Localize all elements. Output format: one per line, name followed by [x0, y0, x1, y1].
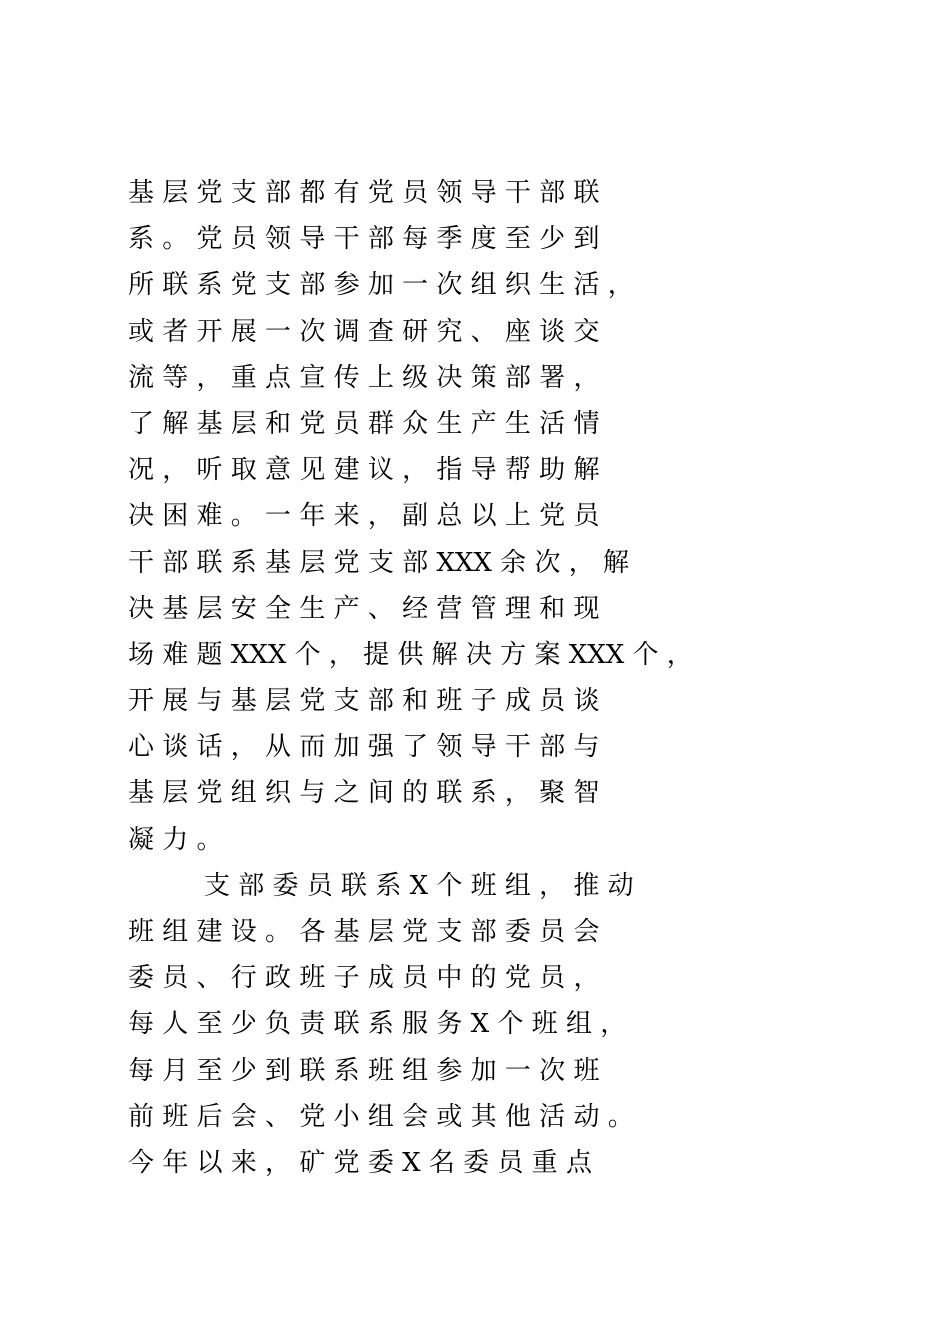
text-line: 心 谈 话 ， 从 而 加 强 了 领 导 干 部 与 [128, 732, 600, 763]
text-line: 开 展 与 基 层 党 支 部 和 班 子 成 员 谈 [128, 686, 600, 717]
paragraph-2 [128, 863, 848, 1186]
text-line: 了 解 基 层 和 党 员 群 众 生 产 生 活 情 [128, 408, 600, 439]
text-line: 凝 力 。 [128, 824, 223, 855]
text-line: 委 员 、 行 政 班 子 成 员 中 的 党 员 ， [128, 963, 600, 994]
text-line: 系 。 党 员 领 导 干 部 每 季 度 至 少 到 [128, 224, 600, 255]
paragraph-1 [128, 170, 848, 863]
text-line: 或 者 开 展 一 次 调 查 研 究 、 座 谈 交 [128, 316, 600, 347]
text-line: 况 ， 听 取 意 见 建 议 ， 指 导 帮 助 解 [128, 455, 600, 486]
text-line: 前 班 后 会 、 党 小 组 会 或 其 他 活 动 。 [128, 1101, 634, 1132]
text-line: 每 人 至 少 负 责 联 系 服 务 X 个 班 组 ， [128, 1009, 627, 1040]
text-line: 场 难 题 XXX 个 ， 提 供 解 决 方 案 XXX 个 ， [128, 639, 693, 670]
text-line: 流 等 ， 重 点 宣 传 上 级 决 策 部 署 ， [128, 362, 600, 393]
text-line: 干 部 联 系 基 层 党 支 部 XXX 余 次 ， 解 [128, 547, 629, 578]
text-line: 决 基 层 安 全 生 产 、 经 营 管 理 和 现 [128, 593, 600, 624]
text-line: 决 困 难 。 一 年 来 ， 副 总 以 上 党 员 [128, 501, 600, 532]
text-line: 每 月 至 少 到 联 系 班 组 参 加 一 次 班 [128, 1055, 600, 1086]
text-line: 支 部 委 员 联 系 X 个 班 组 ， 推 动 [204, 870, 634, 901]
text-line: 基 层 党 组 织 与 之 间 的 联 系 ， 聚 智 [128, 778, 600, 809]
text-line: 今 年 以 来 ， 矿 党 委 X 名 委 员 重 点 [128, 1147, 592, 1178]
document-body [128, 170, 848, 1186]
text-line: 所 联 系 党 支 部 参 加 一 次 组 织 生 活 ， [128, 270, 634, 301]
text-line: 班 组 建 设 。 各 基 层 党 支 部 委 员 会 [128, 917, 600, 947]
text-line: 基 层 党 支 部 都 有 党 员 领 导 干 部 联 [128, 178, 600, 208]
